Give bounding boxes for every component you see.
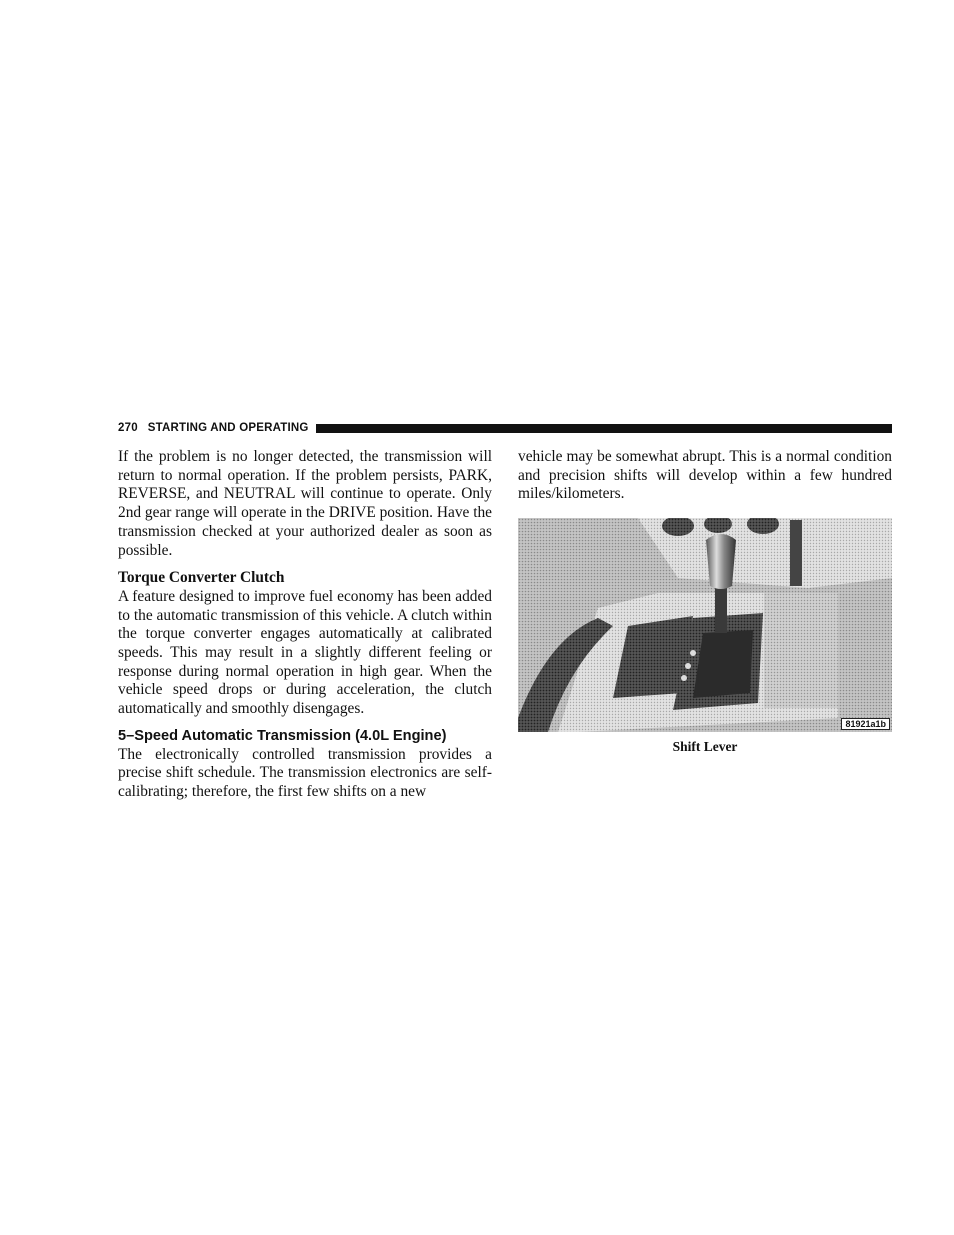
figure-caption: Shift Lever xyxy=(672,739,738,755)
shift-lever-illustration xyxy=(518,518,892,732)
right-column xyxy=(518,448,892,755)
figure-reference-code: 81921a1b xyxy=(841,718,890,730)
paragraph-shift-continuation: vehicle may be somewhat abrupt. This is a normal condition and precision shifts will develop within a few hundred miles/kilometers. xyxy=(518,448,892,503)
paragraph-problem-detected: If the problem is no longer detected, the transmission will return to normal operation. If the problem persists, PARK, REVERSE, and NEUTRAL will continue to operate. Only 2nd gear range will operate in the DRIVE position. Have the transmission checked at your authorized dealer as soon as possible. xyxy=(118,448,492,559)
page-header xyxy=(118,420,892,436)
heading-5-speed-transmission: 5–Speed Automatic Transmission (4.0L Engine) xyxy=(118,727,447,744)
heading-torque-converter-clutch: Torque Converter Clutch xyxy=(118,569,285,587)
left-column xyxy=(118,448,492,802)
page-number: 270 xyxy=(118,422,138,434)
header-rule xyxy=(316,424,892,433)
section-title: STARTING AND OPERATING xyxy=(147,422,309,434)
shift-lever-figure xyxy=(518,518,892,732)
paragraph-torque-converter: A feature designed to improve fuel economy has been added to the automatic transmission of this vehicle. A clutch within the torque converter engages automatically at calibrated speeds. This may result in a slightly different feeling or response during normal operation in high gear. When the vehicle speed drops or during acceleration, the clutch automatically and smoothly disengages. xyxy=(118,587,492,718)
paragraph-electronic-transmission: The electronically controlled transmission provides a precise shift schedule. The transmission electronics are self-calibrating; therefore, the first few shifts on a new xyxy=(118,745,492,800)
